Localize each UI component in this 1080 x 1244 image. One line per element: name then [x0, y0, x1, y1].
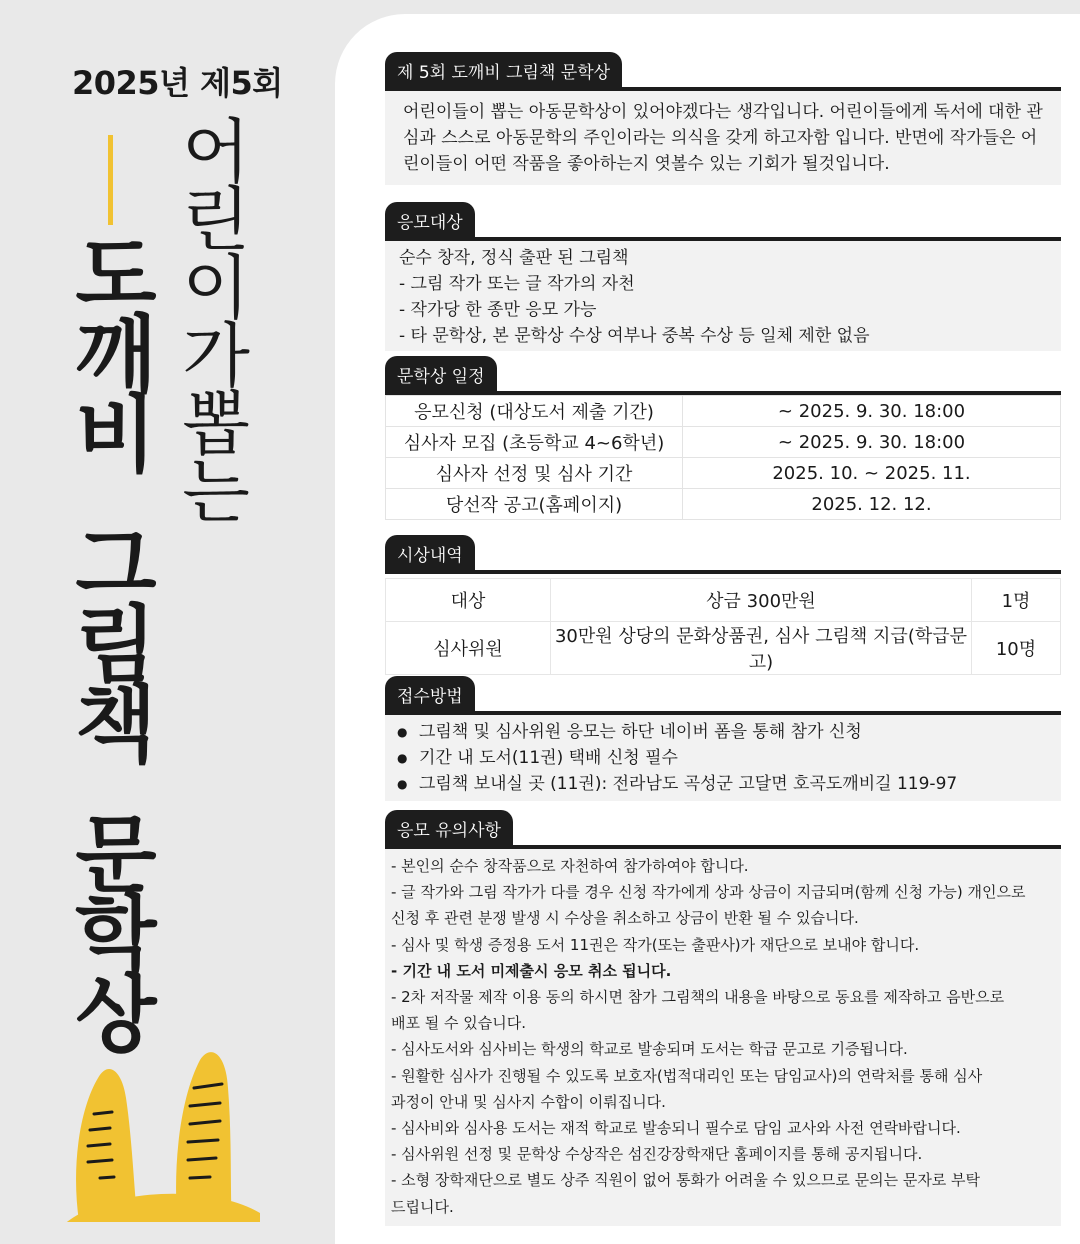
- eligibility-line: - 그림 작가 또는 글 작가의 자천: [399, 274, 635, 294]
- vertical-title-char: 학: [75, 886, 157, 984]
- eligibility-line: 순수 창작, 정식 출판 된 그림책: [399, 248, 629, 268]
- vertical-subtitle: [176, 111, 256, 533]
- notes-tab: 응모 유의사항: [385, 810, 513, 846]
- submission-box: [385, 715, 1061, 801]
- awards-tab: 시상내역: [385, 535, 475, 571]
- vertical-title: [66, 226, 166, 1064]
- vertical-title-char: 책: [75, 676, 157, 774]
- eligibility-line: - 작가당 한 종만 응모 가능: [399, 300, 597, 320]
- vertical-title-char: 도: [75, 226, 157, 324]
- award-name: 대상: [386, 579, 551, 622]
- note-line: - 원활한 심사가 진행될 수 있도록 보호자(법적대리인 또는 담임교사)의 연락처를 통해 심사: [391, 1066, 983, 1085]
- vertical-subtitle-char: 뽑: [182, 383, 250, 465]
- schedule-item: 당선작 공고(홈페이지): [386, 489, 683, 520]
- vertical-subtitle-char: 린: [182, 179, 250, 261]
- vertical-title-char: 깨: [75, 306, 157, 404]
- schedule-date: ~ 2025. 9. 30. 18:00: [683, 396, 1061, 427]
- award-count: 10명: [972, 622, 1061, 675]
- intro-tab: 제 5회 도깨비 그림책 문학상: [385, 52, 622, 88]
- schedule-item: 응모신청 (대상도서 제출 기간): [386, 396, 683, 427]
- intro-text: 어린이들이 뽑는 아동문학상이 있어야겠다는 생각입니다. 어린이들에게 독서에 대한 관심과 스스로 아동문학의 주인이라는 의식을 갖게 하고자함 입니다. 반면에 작가들은 어린이들이 어떤 작품을 좋아하는지 엿볼수 있는 기회가 될것입니다.: [385, 91, 1061, 185]
- award-prize: 30만원 상당의 문화상품권, 심사 그림책 지급(학급문고): [551, 622, 972, 675]
- schedule-table: [385, 395, 1061, 520]
- accent-line: [108, 135, 113, 225]
- note-line: - 글 작가와 그림 작가가 다를 경우 신청 작가에게 상과 상금이 지급되며(함께 신청 가능) 개인으로: [391, 883, 1026, 902]
- vertical-subtitle-char: 어: [182, 111, 250, 193]
- list-item: ● 그림책 보내실 곳 (11권): 전라남도 곡성군 고달면 호곡도깨비길 119-97: [419, 771, 1051, 797]
- vertical-subtitle-char: 가: [182, 315, 250, 397]
- notes-box: [385, 849, 1061, 1226]
- table-row: [386, 427, 1061, 458]
- table-row: [386, 396, 1061, 427]
- year-title: 2025년 제5회: [72, 64, 283, 102]
- schedule-item: 심사자 선정 및 심사 기간: [386, 458, 683, 489]
- schedule-item: 심사자 모집 (초등학교 4~6학년): [386, 427, 683, 458]
- note-line: - 2차 저작물 제작 이용 동의 하시면 참가 그림책의 내용을 바탕으로 동요를 제작하고 음반으로: [391, 988, 1005, 1007]
- content-panel: [335, 14, 1080, 1244]
- note-line: 배포 될 수 있습니다.: [391, 1014, 526, 1033]
- schedule-section: [385, 356, 1061, 520]
- note-line: 과정이 안내 및 심사지 수합이 이뤄집니다.: [391, 1092, 666, 1111]
- note-line: - 소형 장학재단으로 별도 상주 직원이 없어 통화가 어려울 수 있으므로 문의는 문자로 부탁: [391, 1171, 981, 1190]
- list-item: ● 그림책 및 심사위원 응모는 하단 네이버 폼을 통해 참가 신청: [419, 719, 1051, 745]
- schedule-date: 2025. 10. ~ 2025. 11.: [683, 458, 1061, 489]
- note-line: - 심사도서와 심사비는 학생의 학교로 발송되며 도서는 학급 문고로 기증됩니다.: [391, 1040, 908, 1059]
- eligibility-line: - 타 문학상, 본 문학상 수상 여부나 중복 수상 등 일체 제한 없음: [399, 326, 870, 346]
- awards-table: [385, 578, 1061, 675]
- note-line: - 본인의 순수 창작품으로 자천하여 참가하여야 합니다.: [391, 857, 749, 875]
- schedule-date: ~ 2025. 9. 30. 18:00: [683, 427, 1061, 458]
- vertical-subtitle-char: 이: [182, 247, 250, 329]
- eligibility-box: [385, 241, 1061, 351]
- note-line: - 심사위원 선정 및 문학상 수상작은 섬진강장학재단 홈페이지를 통해 공지됩니다.: [391, 1145, 923, 1164]
- submission-section: [385, 676, 1061, 801]
- eligibility-section: [385, 202, 1061, 351]
- award-prize: 상금 300만원: [551, 579, 972, 622]
- vertical-title-char: 그: [75, 516, 157, 614]
- intro-section: [385, 52, 1061, 185]
- awards-section: [385, 535, 1061, 675]
- note-line: 신청 후 관련 분쟁 발생 시 수상을 취소하고 상금이 반환 될 수 있습니다.: [391, 909, 859, 928]
- schedule-date: 2025. 12. 12.: [683, 489, 1061, 520]
- vertical-title-char: 상: [75, 966, 157, 1064]
- submission-tab: 접수방법: [385, 676, 475, 712]
- vertical-subtitle-char: 는: [182, 451, 250, 533]
- vertical-title-char: 림: [75, 596, 157, 694]
- vertical-title-char: 비: [75, 386, 157, 484]
- eligibility-tab: 응모대상: [385, 202, 475, 238]
- note-line: - 심사비와 심사용 도서는 재적 학교로 발송되니 필수로 담임 교사와 사전 연락바랍니다.: [391, 1119, 961, 1138]
- dokkaebi-ears-illustration: [60, 1048, 260, 1222]
- award-name: 심사위원: [386, 622, 551, 675]
- poster-left-panel: [0, 0, 340, 1222]
- note-line-emphasis: - 기간 내 도서 미제출시 응모 취소 됩니다.: [391, 961, 672, 980]
- table-row: [386, 579, 1061, 622]
- list-item: ● 기간 내 도서(11권) 택배 신청 필수: [419, 745, 1051, 771]
- table-row: [386, 622, 1061, 675]
- award-count: 1명: [972, 579, 1061, 622]
- schedule-tab: 문학상 일정: [385, 356, 497, 392]
- table-row: [386, 489, 1061, 520]
- notes-section: [385, 810, 1061, 1226]
- note-line: - 심사 및 학생 증정용 도서 11권은 작가(또는 출판사)가 재단으로 보내야 합니다.: [391, 935, 920, 954]
- table-row: [386, 458, 1061, 489]
- vertical-title-char: 문: [75, 806, 157, 904]
- note-line: 드립니다.: [391, 1197, 454, 1216]
